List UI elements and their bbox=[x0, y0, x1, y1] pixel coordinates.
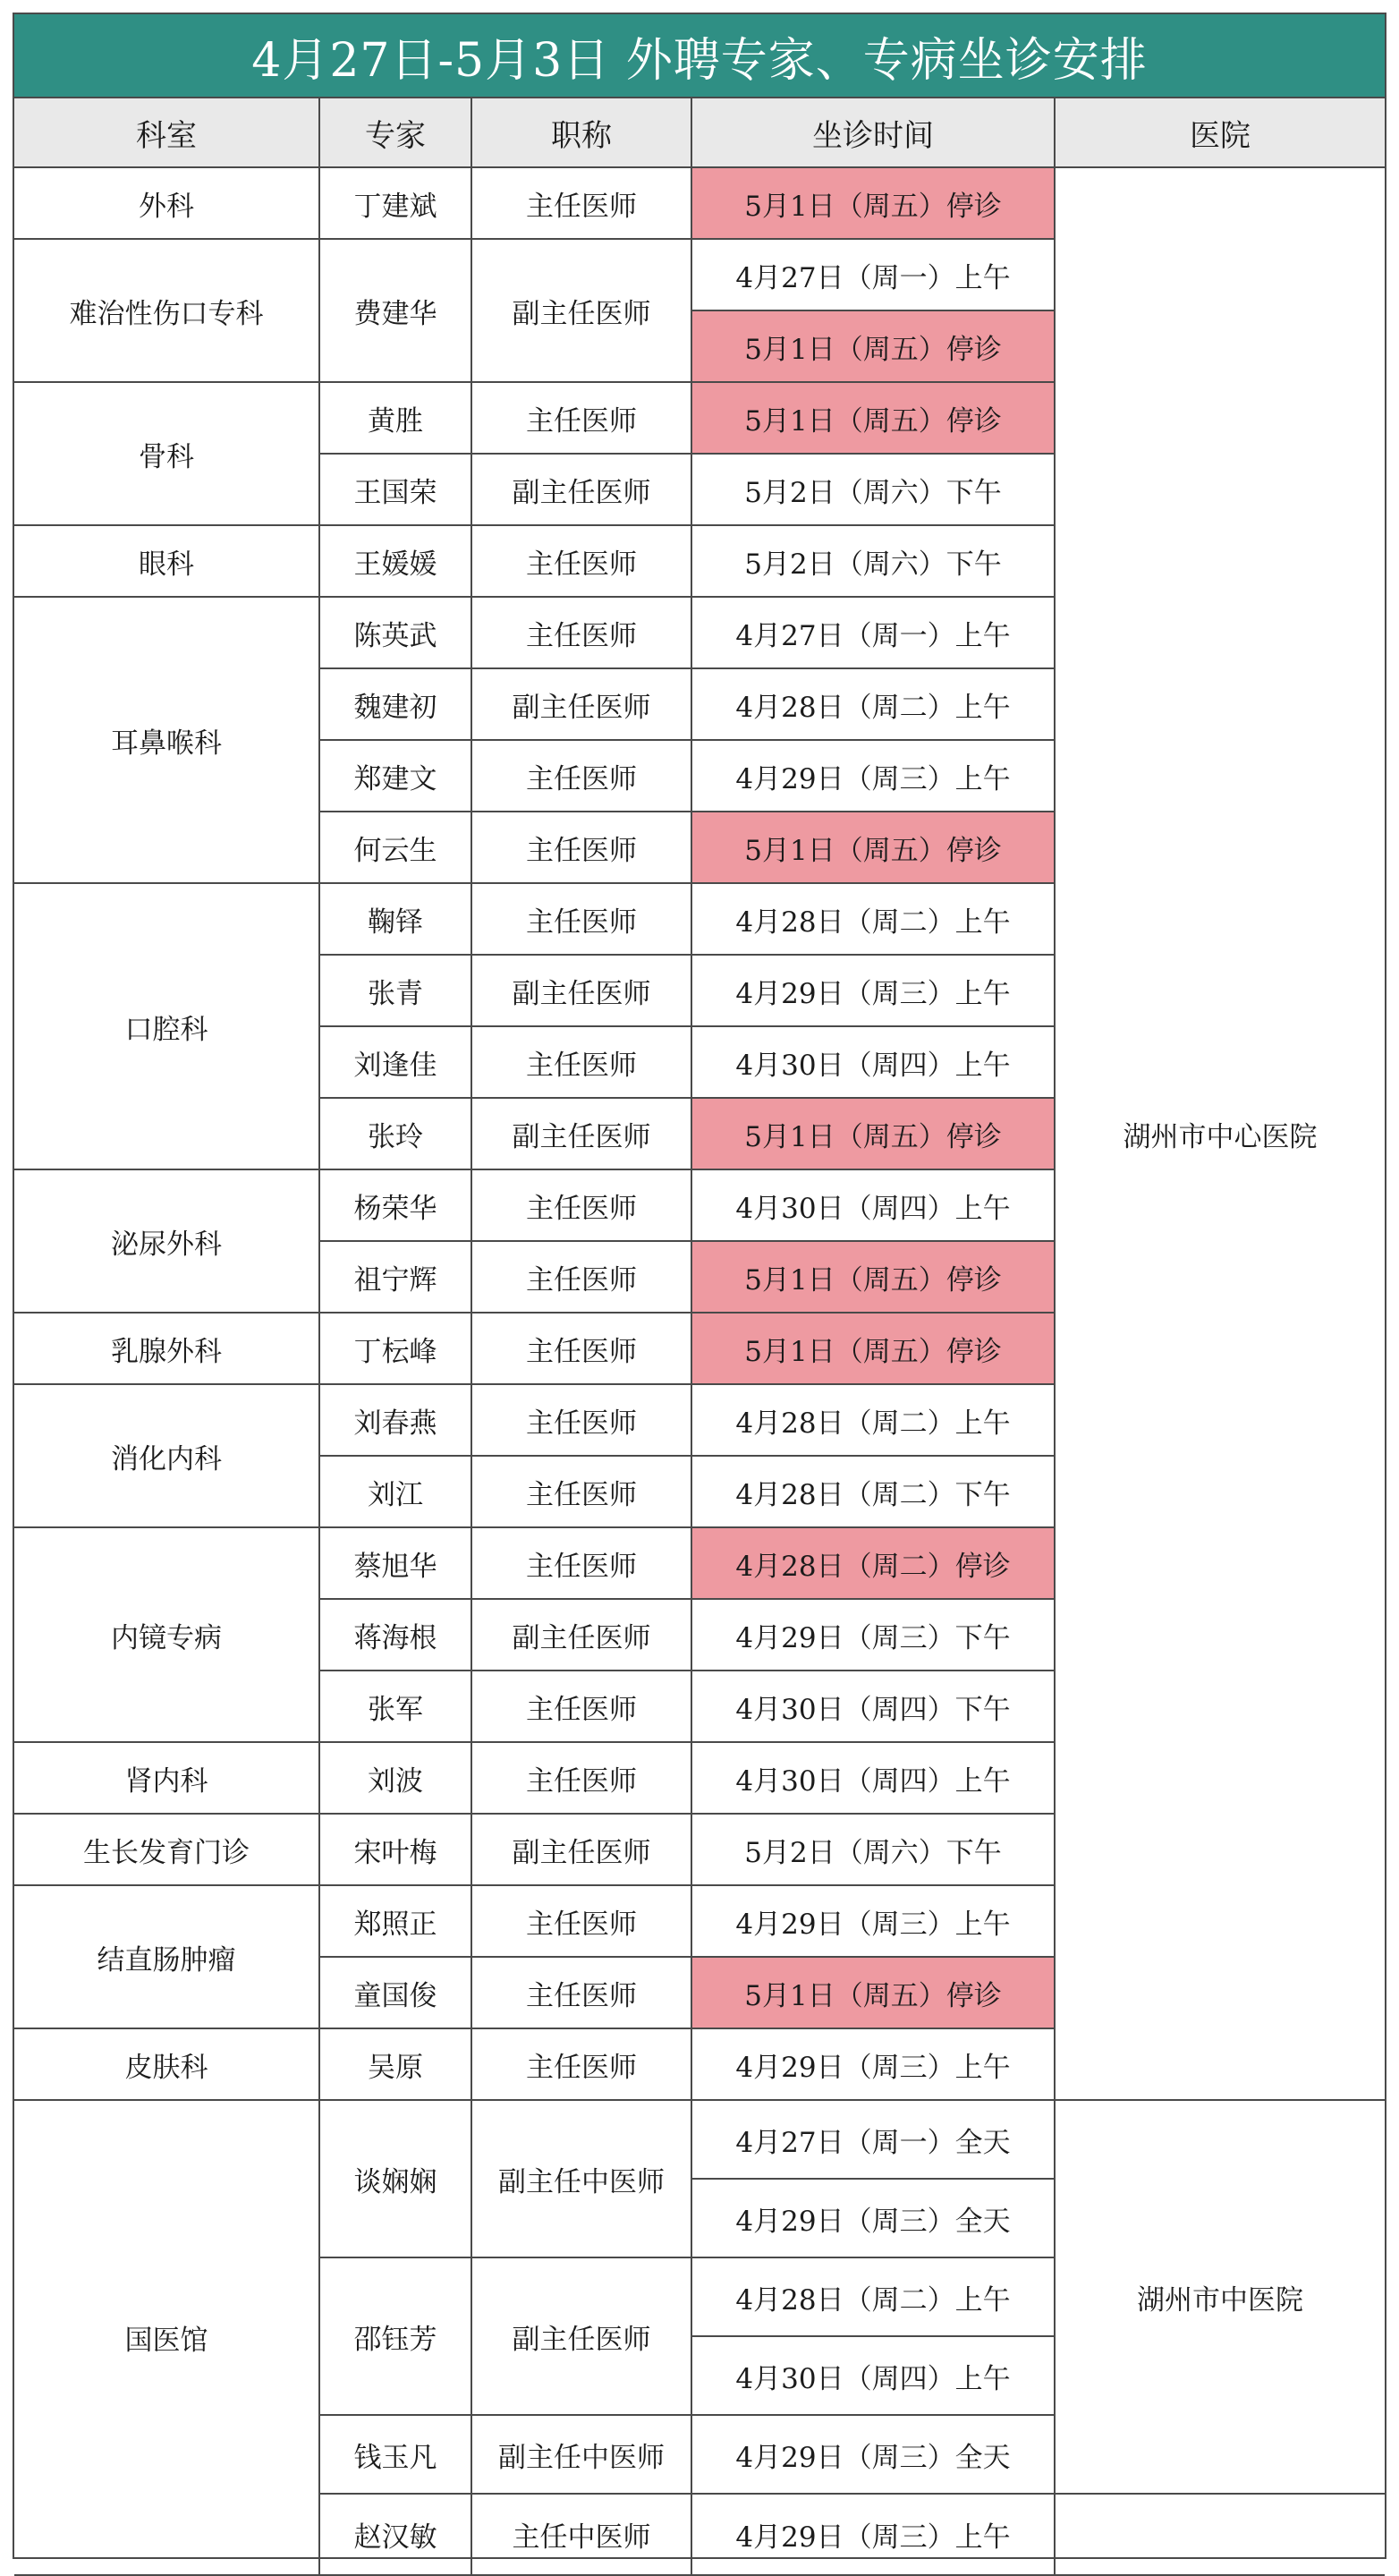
expert-title-cell: 副主任医师 bbox=[471, 454, 691, 525]
expert-title-cell: 副主任医师 bbox=[471, 1814, 691, 1885]
expert-name-cell: 丁建斌 bbox=[319, 167, 471, 239]
expert-name-cell: 赵汉敏 bbox=[319, 2494, 471, 2575]
expert-title-cell: 主任医师 bbox=[471, 883, 691, 955]
col-header-time: 坐诊时间 bbox=[691, 98, 1055, 167]
expert-name-cell: 鞠铎 bbox=[319, 883, 471, 955]
expert-name-cell: 丁枟峰 bbox=[319, 1313, 471, 1384]
expert-name-cell: 邵钰芳 bbox=[319, 2257, 471, 2415]
expert-name-cell: 费建华 bbox=[319, 239, 471, 382]
schedule-time-cell: 5月2日（周六）下午 bbox=[691, 454, 1055, 525]
expert-name-cell: 魏建初 bbox=[319, 668, 471, 740]
schedule-time-cell: 4月29日（周三）上午 bbox=[691, 955, 1055, 1026]
expert-name-cell: 钱玉凡 bbox=[319, 2415, 471, 2494]
schedule-time-cell-suspended: 5月1日（周五）停诊 bbox=[691, 1957, 1055, 2028]
expert-title-cell: 主任医师 bbox=[471, 1456, 691, 1527]
expert-name-cell: 郑建文 bbox=[319, 740, 471, 812]
schedule-time-cell: 4月29日（周三）全天 bbox=[691, 2179, 1055, 2257]
department-cell: 耳鼻喉科 bbox=[14, 597, 319, 883]
department-cell: 泌尿外科 bbox=[14, 1169, 319, 1313]
expert-title-cell: 主任医师 bbox=[471, 597, 691, 668]
schedule-time-cell: 4月28日（周二）下午 bbox=[691, 1456, 1055, 1527]
expert-name-cell: 刘春燕 bbox=[319, 1384, 471, 1456]
schedule-time-cell: 4月27日（周一）上午 bbox=[691, 597, 1055, 668]
expert-name-cell: 张玲 bbox=[319, 1098, 471, 1169]
schedule-document bbox=[13, 13, 1386, 2559]
expert-title-cell: 主任医师 bbox=[471, 1169, 691, 1241]
schedule-time-cell-suspended: 5月1日（周五）停诊 bbox=[691, 167, 1055, 239]
page-title: 4月27日-5月3日 外聘专家、专病坐诊安排 bbox=[14, 14, 1385, 98]
table-row bbox=[14, 167, 1385, 239]
expert-title-cell: 副主任医师 bbox=[471, 1599, 691, 1671]
schedule-time-cell: 4月27日（周一）上午 bbox=[691, 239, 1055, 310]
expert-name-cell: 郑照正 bbox=[319, 1885, 471, 1957]
schedule-time-cell: 4月28日（周二）上午 bbox=[691, 668, 1055, 740]
expert-title-cell: 主任医师 bbox=[471, 1313, 691, 1384]
schedule-time-cell: 4月29日（周三）上午 bbox=[691, 740, 1055, 812]
expert-name-cell: 刘江 bbox=[319, 1456, 471, 1527]
expert-name-cell: 张军 bbox=[319, 1671, 471, 1742]
schedule-time-cell: 4月30日（周四）下午 bbox=[691, 1671, 1055, 1742]
expert-title-cell: 主任医师 bbox=[471, 525, 691, 597]
col-header-department: 科室 bbox=[14, 98, 319, 167]
department-cell: 消化内科 bbox=[14, 1384, 319, 1527]
expert-title-cell: 副主任医师 bbox=[471, 2257, 691, 2415]
department-cell: 国医馆 bbox=[14, 2100, 319, 2575]
table-row bbox=[14, 2100, 1385, 2179]
schedule-time-cell: 4月28日（周二）上午 bbox=[691, 1384, 1055, 1456]
schedule-time-cell-suspended: 5月1日（周五）停诊 bbox=[691, 1098, 1055, 1169]
schedule-time-cell: 4月29日（周三）上午 bbox=[691, 2494, 1055, 2575]
expert-name-cell: 王国荣 bbox=[319, 454, 471, 525]
col-header-hospital: 医院 bbox=[1055, 98, 1385, 167]
expert-name-cell: 王媛媛 bbox=[319, 525, 471, 597]
schedule-time-cell: 4月30日（周四）上午 bbox=[691, 1169, 1055, 1241]
department-cell: 难治性伤口专科 bbox=[14, 239, 319, 382]
hospital-cell-empty bbox=[1055, 2494, 1385, 2575]
expert-name-cell: 陈英武 bbox=[319, 597, 471, 668]
expert-name-cell: 蒋海根 bbox=[319, 1599, 471, 1671]
schedule-time-cell-suspended: 4月28日（周二）停诊 bbox=[691, 1527, 1055, 1599]
expert-name-cell: 刘波 bbox=[319, 1742, 471, 1814]
hospital-cell: 湖州市中医院 bbox=[1055, 2100, 1385, 2494]
expert-title-cell: 主任医师 bbox=[471, 1241, 691, 1313]
expert-title-cell: 主任医师 bbox=[471, 1026, 691, 1098]
expert-name-cell: 吴原 bbox=[319, 2028, 471, 2100]
expert-name-cell: 黄胜 bbox=[319, 382, 471, 454]
expert-name-cell: 刘逢佳 bbox=[319, 1026, 471, 1098]
expert-title-cell: 主任医师 bbox=[471, 382, 691, 454]
expert-title-cell: 主任医师 bbox=[471, 167, 691, 239]
expert-name-cell: 何云生 bbox=[319, 812, 471, 883]
schedule-time-cell-suspended: 5月1日（周五）停诊 bbox=[691, 1241, 1055, 1313]
hospital-cell: 湖州市中心医院 bbox=[1055, 167, 1385, 2100]
schedule-time-cell: 4月30日（周四）上午 bbox=[691, 1742, 1055, 1814]
department-cell: 乳腺外科 bbox=[14, 1313, 319, 1384]
department-cell: 肾内科 bbox=[14, 1742, 319, 1814]
col-header-title: 职称 bbox=[471, 98, 691, 167]
expert-title-cell: 副主任中医师 bbox=[471, 2415, 691, 2494]
expert-title-cell: 主任医师 bbox=[471, 1527, 691, 1599]
schedule-time-cell: 4月29日（周三）下午 bbox=[691, 1599, 1055, 1671]
department-cell: 外科 bbox=[14, 167, 319, 239]
expert-title-cell: 副主任医师 bbox=[471, 955, 691, 1026]
expert-title-cell: 主任医师 bbox=[471, 1742, 691, 1814]
expert-name-cell: 宋叶梅 bbox=[319, 1814, 471, 1885]
expert-name-cell: 童国俊 bbox=[319, 1957, 471, 2028]
department-cell: 皮肤科 bbox=[14, 2028, 319, 2100]
expert-name-cell: 蔡旭华 bbox=[319, 1527, 471, 1599]
expert-name-cell: 杨荣华 bbox=[319, 1169, 471, 1241]
department-cell: 结直肠肿瘤 bbox=[14, 1885, 319, 2028]
schedule-time-cell: 4月27日（周一）全天 bbox=[691, 2100, 1055, 2179]
department-cell: 生长发育门诊 bbox=[14, 1814, 319, 1885]
schedule-time-cell: 5月2日（周六）下午 bbox=[691, 1814, 1055, 1885]
schedule-time-cell-suspended: 5月1日（周五）停诊 bbox=[691, 812, 1055, 883]
expert-title-cell: 副主任医师 bbox=[471, 1098, 691, 1169]
schedule-time-cell-suspended: 5月1日（周五）停诊 bbox=[691, 1313, 1055, 1384]
schedule-time-cell-suspended: 5月1日（周五）停诊 bbox=[691, 310, 1055, 382]
expert-name-cell: 张青 bbox=[319, 955, 471, 1026]
header-row bbox=[14, 98, 1385, 167]
expert-title-cell: 主任医师 bbox=[471, 1671, 691, 1742]
expert-title-cell: 主任医师 bbox=[471, 740, 691, 812]
department-cell: 眼科 bbox=[14, 525, 319, 597]
department-cell: 内镜专病 bbox=[14, 1527, 319, 1742]
schedule-time-cell: 4月29日（周三）全天 bbox=[691, 2415, 1055, 2494]
schedule-time-cell-suspended: 5月1日（周五）停诊 bbox=[691, 382, 1055, 454]
department-cell: 口腔科 bbox=[14, 883, 319, 1169]
schedule-time-cell: 5月2日（周六）下午 bbox=[691, 525, 1055, 597]
schedule-time-cell: 4月28日（周二）上午 bbox=[691, 883, 1055, 955]
department-cell: 骨科 bbox=[14, 382, 319, 525]
schedule-table bbox=[14, 98, 1385, 2576]
expert-title-cell: 主任医师 bbox=[471, 2028, 691, 2100]
expert-title-cell: 主任医师 bbox=[471, 812, 691, 883]
expert-title-cell: 主任中医师 bbox=[471, 2494, 691, 2575]
schedule-time-cell: 4月29日（周三）上午 bbox=[691, 2028, 1055, 2100]
expert-title-cell: 副主任中医师 bbox=[471, 2100, 691, 2257]
expert-title-cell: 副主任医师 bbox=[471, 668, 691, 740]
schedule-time-cell: 4月28日（周二）上午 bbox=[691, 2257, 1055, 2336]
expert-title-cell: 主任医师 bbox=[471, 1957, 691, 2028]
expert-name-cell: 祖宁辉 bbox=[319, 1241, 471, 1313]
schedule-time-cell: 4月29日（周三）上午 bbox=[691, 1885, 1055, 1957]
col-header-expert: 专家 bbox=[319, 98, 471, 167]
schedule-time-cell: 4月30日（周四）上午 bbox=[691, 1026, 1055, 1098]
expert-title-cell: 主任医师 bbox=[471, 1384, 691, 1456]
expert-name-cell: 谈娴娴 bbox=[319, 2100, 471, 2257]
expert-title-cell: 主任医师 bbox=[471, 1885, 691, 1957]
expert-title-cell: 副主任医师 bbox=[471, 239, 691, 382]
schedule-time-cell: 4月30日（周四）上午 bbox=[691, 2336, 1055, 2415]
